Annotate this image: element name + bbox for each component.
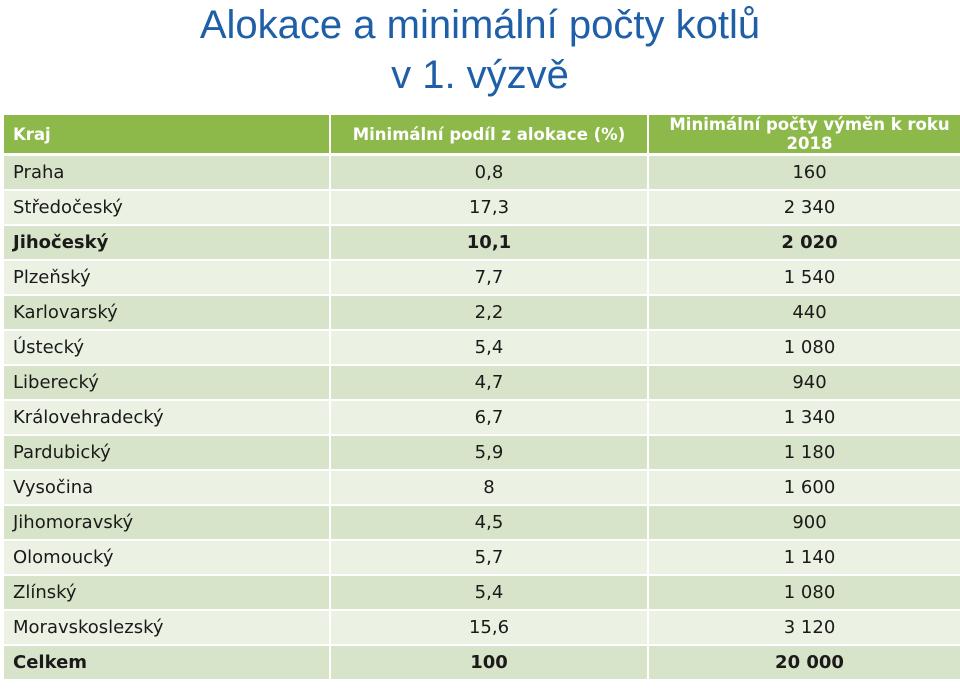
cell-allocation-share: 5,4 [330,330,648,365]
cell-allocation-share: 10,1 [330,225,648,260]
cell-allocation-share: 17,3 [330,190,648,225]
cell-min-replacements: 1 600 [648,470,960,505]
cell-allocation-share: 4,7 [330,365,648,400]
header-min-replacements: Minimální počty výměn k roku 2018 [648,115,960,155]
cell-allocation-share: 100 [330,645,648,680]
cell-kraj: Karlovarský [4,295,330,330]
table-row [4,295,960,330]
cell-min-replacements: 2 020 [648,225,960,260]
table-row [4,470,960,505]
cell-kraj: Zlínský [4,575,330,610]
table-row [4,540,960,575]
cell-kraj: Středočeský [4,190,330,225]
cell-kraj: Celkem [4,645,330,680]
cell-min-replacements: 1 080 [648,575,960,610]
table-row [4,645,960,680]
title-line-1: Alokace a minimální počty kotlů [199,3,761,47]
cell-min-replacements: 1 140 [648,540,960,575]
cell-allocation-share: 2,2 [330,295,648,330]
cell-allocation-share: 5,7 [330,540,648,575]
cell-kraj: Ústecký [4,330,330,365]
cell-min-replacements: 900 [648,505,960,540]
cell-kraj: Moravskoslezský [4,610,330,645]
cell-kraj: Plzeňský [4,260,330,295]
cell-min-replacements: 20 000 [648,645,960,680]
cell-min-replacements: 2 340 [648,190,960,225]
cell-allocation-share: 8 [330,470,648,505]
cell-kraj: Praha [4,155,330,191]
cell-min-replacements: 1 080 [648,330,960,365]
cell-kraj: Vysočina [4,470,330,505]
cell-allocation-share: 5,9 [330,435,648,470]
table-row [4,365,960,400]
cell-min-replacements: 940 [648,365,960,400]
cell-allocation-share: 6,7 [330,400,648,435]
cell-kraj: Olomoucký [4,540,330,575]
cell-kraj: Jihomoravský [4,505,330,540]
page-title [0,0,960,100]
cell-min-replacements: 1 340 [648,400,960,435]
table-row [4,435,960,470]
cell-min-replacements: 440 [648,295,960,330]
cell-allocation-share: 15,6 [330,610,648,645]
header-kraj: Kraj [4,115,330,155]
cell-allocation-share: 7,7 [330,260,648,295]
allocation-table [4,115,960,681]
cell-kraj: Liberecký [4,365,330,400]
cell-min-replacements: 1 180 [648,435,960,470]
table-header-row [4,115,960,155]
table-row [4,225,960,260]
title-line-2: v 1. výzvě [391,53,569,97]
cell-kraj: Královehradecký [4,400,330,435]
table-row [4,400,960,435]
table-row [4,155,960,191]
table-row [4,190,960,225]
cell-allocation-share: 0,8 [330,155,648,191]
cell-min-replacements: 160 [648,155,960,191]
table-row [4,505,960,540]
cell-allocation-share: 4,5 [330,505,648,540]
cell-allocation-share: 5,4 [330,575,648,610]
header-allocation-share: Minimální podíl z alokace (%) [330,115,648,155]
cell-kraj: Jihočeský [4,225,330,260]
table-row [4,610,960,645]
table-row [4,575,960,610]
cell-kraj: Pardubický [4,435,330,470]
table-row [4,260,960,295]
table-body [4,155,960,681]
cell-min-replacements: 1 540 [648,260,960,295]
cell-min-replacements: 3 120 [648,610,960,645]
table-row [4,330,960,365]
